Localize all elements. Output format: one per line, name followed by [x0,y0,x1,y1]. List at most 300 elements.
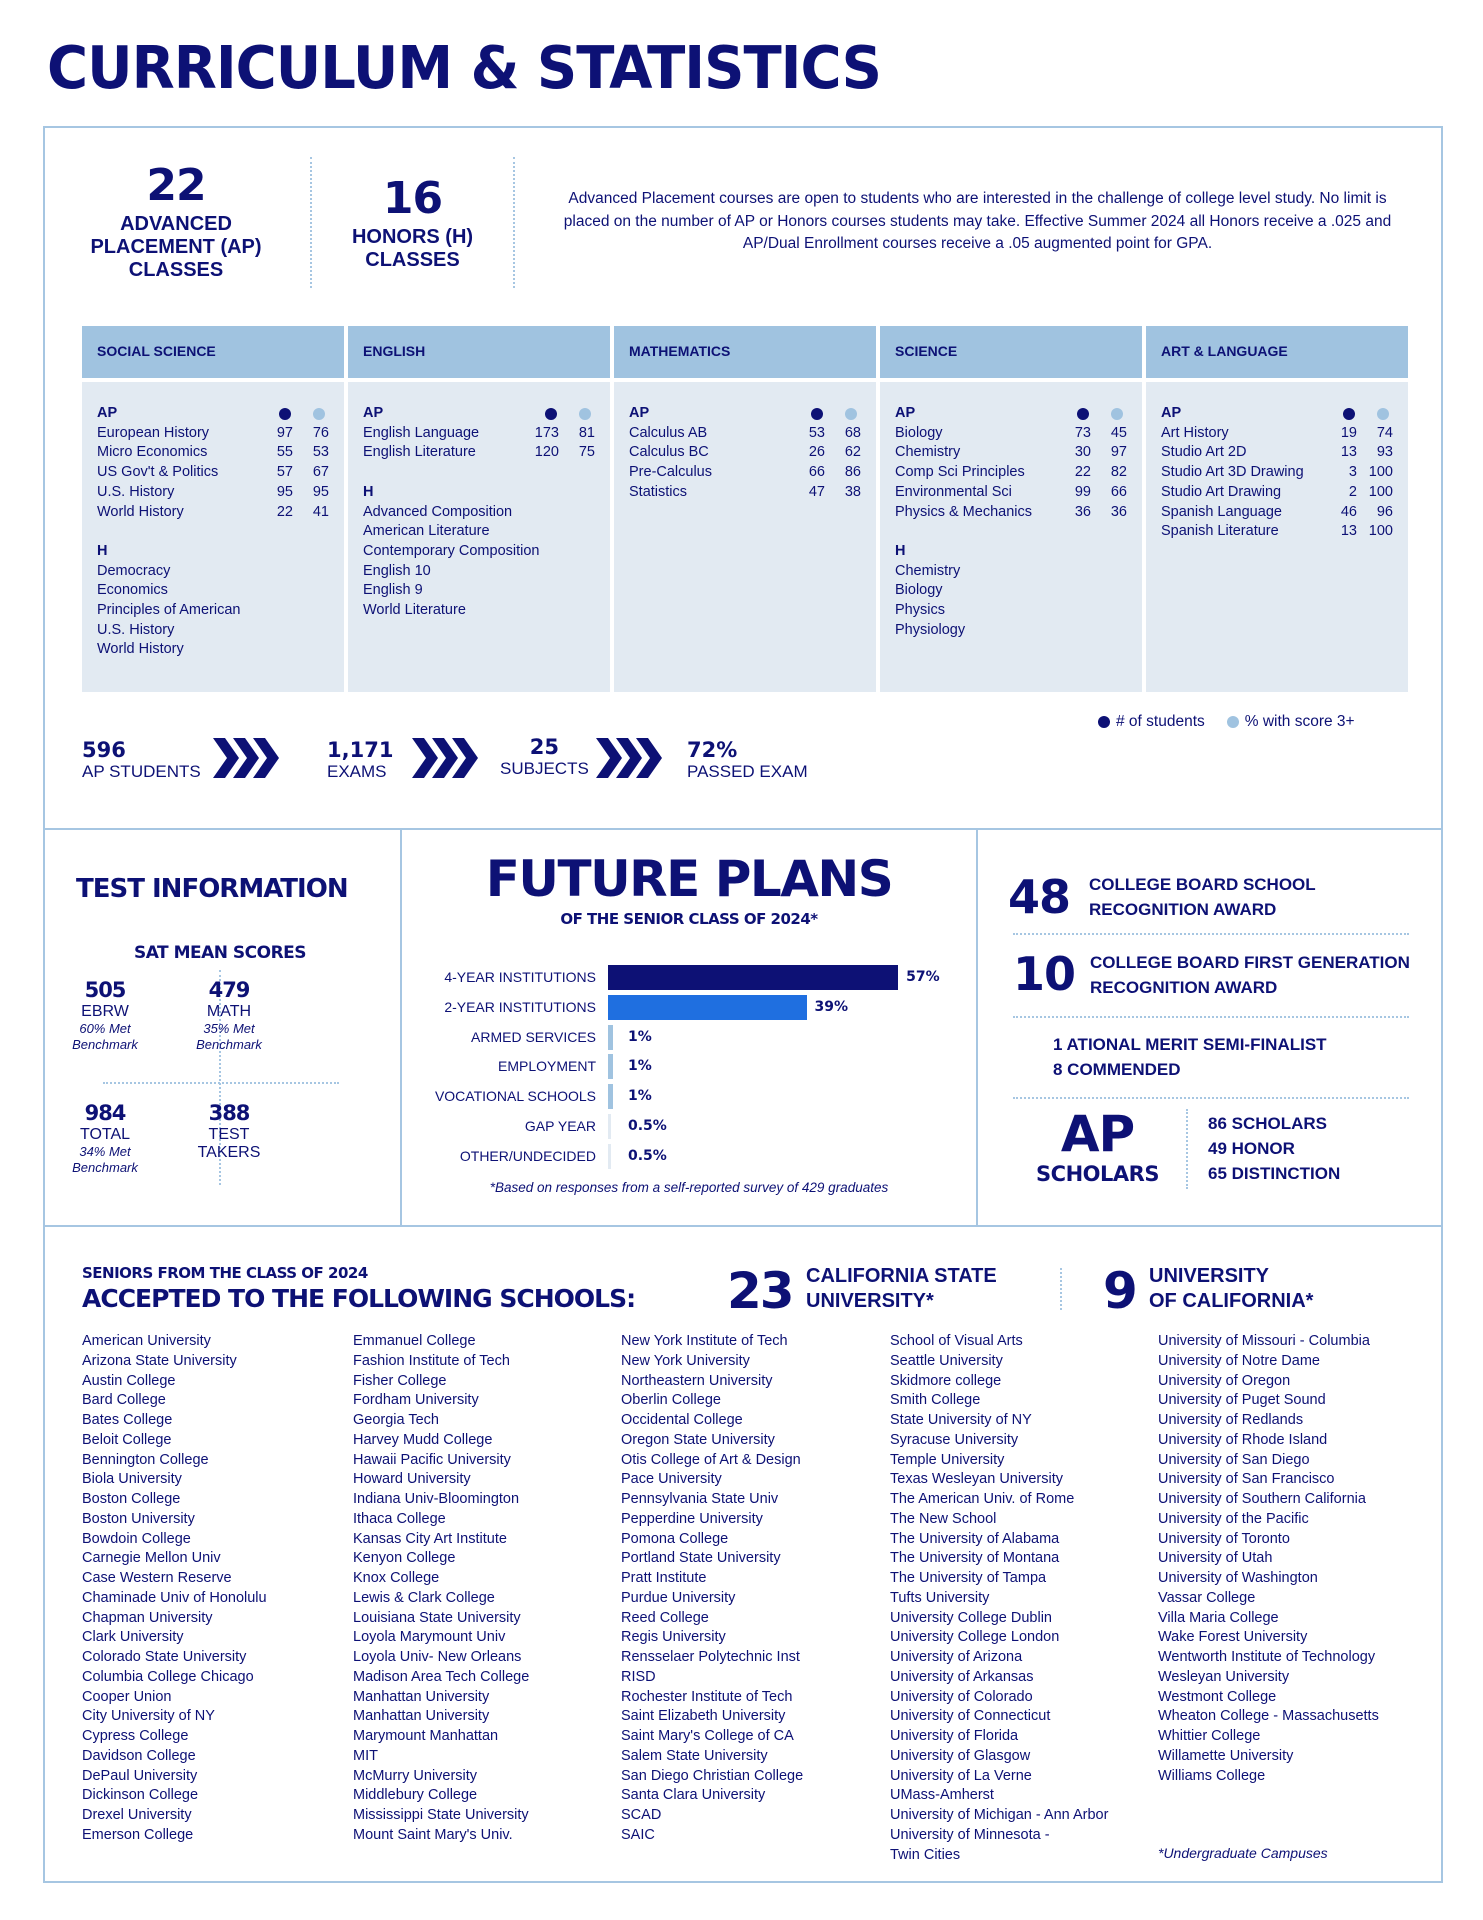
department-body [348,382,610,692]
course-numbers [1321,483,1393,503]
chevrons-icon [596,738,664,778]
student-count: 99 [1074,483,1091,500]
ap-section-header [629,404,861,424]
school-name: University of Florida [890,1728,1019,1744]
score-percent: 93 [1376,444,1393,461]
stat-subjects [500,735,589,779]
student-count: 97 [276,424,293,441]
sat-label: TEST [208,1126,250,1143]
divider [103,1082,339,1084]
school-name: Arizona State University [82,1352,237,1369]
accepted-kicker: SENIORS FROM THE CLASS OF 2024 [82,1264,368,1282]
course-row [629,483,861,503]
school-name: Fordham University [353,1392,479,1409]
school-name: Willamette University [1158,1747,1294,1764]
course-name: Statistics [629,483,688,500]
accepted-heading: ACCEPTED TO THE FOLLOWING SCHOOLS: [82,1284,636,1313]
stat-num: 596 [82,738,126,762]
course-row [895,463,1127,483]
school-name: Drexel University [82,1807,192,1823]
school-name: Madison Area Tech College [353,1668,530,1685]
ap-section-header [363,404,595,424]
honors-course: World History [97,641,184,658]
school-name: Saint Elizabeth University [621,1708,786,1725]
merit-block [1053,1032,1327,1082]
school-name: University of Colorado [890,1688,1033,1705]
sat-score: 505 [84,978,126,1002]
ap-section-header [1161,404,1393,424]
ap-label: AP [629,405,650,421]
uc-label [1149,1264,1313,1314]
school-name: University of the Pacific [1158,1510,1309,1527]
award1-num: 48 [1008,870,1071,924]
stat-ap-students [82,738,201,782]
course-row [363,443,595,463]
sat-subtitle: SAT MEAN SCORES [133,943,307,963]
school-name: Wentworth Institute of Technology [1158,1649,1376,1665]
course-numbers [789,443,861,463]
bar-value: 1% [628,1088,652,1105]
course-numbers [257,503,329,523]
bar-value: 0.5% [628,1118,667,1134]
course-numbers [1055,443,1127,463]
school-name: Twin Cities [890,1846,961,1863]
course-row [629,424,861,444]
bar-label: VOCATIONAL SCHOOLS [434,1088,596,1105]
course-numbers [257,463,329,483]
course-name: Spanish Language [1161,503,1282,520]
csu-line: CALIFORNIA STATE [806,1265,997,1287]
ap-label-line: CLASSES [128,259,224,281]
sat-note: Benchmark [196,1037,262,1052]
school-name: Pratt Institute [621,1570,707,1586]
ap-scholars-label: SCHOLARS [1036,1162,1159,1186]
light-dot-icon [313,408,325,420]
ap-label: AP [363,405,384,421]
school-name: Regis University [621,1629,726,1646]
department-column [614,326,876,692]
award1-label [1089,872,1316,922]
school-name: Salem State University [621,1747,768,1764]
school-name: Skidmore college [890,1372,1002,1389]
school-name: The University of Tampa [890,1570,1047,1586]
school-name: Wake Forest University [1158,1629,1308,1646]
honors-count-block [330,173,495,272]
bar [608,1114,611,1139]
school-column [1158,1332,1379,1786]
school-name: Wesleyan University [1158,1668,1290,1685]
department-column [348,326,610,692]
bar-value: 0.5% [628,1147,667,1164]
school-name: The New School [890,1510,997,1527]
course-row [1161,503,1393,523]
ap-count-block [76,160,276,282]
school-name: Syracuse University [890,1431,1019,1448]
school-name: Fashion Institute of Tech [353,1352,510,1369]
school-name: Chaminade Univ of Honolulu [82,1589,267,1606]
honors-course: American Literature [363,523,490,540]
department-header: SCIENCE [880,326,1142,378]
stat-num: 72% [687,738,738,762]
department-header: ENGLISH [348,326,610,378]
bar-label: 4-YEAR INSTITUTIONS [444,969,596,985]
dark-dot-icon [811,408,823,420]
sat-label: MATH [206,1003,252,1020]
legend-dots [1343,404,1389,424]
school-name: Carnegie Mellon Univ [82,1550,221,1567]
bar [608,1084,613,1109]
student-count: 19 [1340,424,1357,441]
school-name: The University of Alabama [890,1530,1060,1547]
course-row [97,424,329,444]
honors-label: H [895,542,906,559]
future-plans-title: FUTURE PLANS [485,850,893,908]
legend-dots [811,404,857,424]
school-name: University of Arizona [890,1649,1023,1665]
school-name: Pennsylvania State Univ [621,1491,779,1507]
sat-note: Benchmark [72,1037,138,1052]
school-name: Davidson College [82,1747,196,1764]
school-name: Bennington College [82,1451,209,1468]
course-name: US Gov't & Politics [97,464,219,481]
student-count: 22 [276,503,293,520]
school-name: Portland State University [621,1550,781,1567]
course-row [895,483,1127,503]
score-percent: 68 [844,424,861,441]
student-count: 73 [1074,424,1091,441]
department-header: SOCIAL SCIENCE [82,326,344,378]
student-count: 46 [1340,503,1357,520]
course-numbers [1321,503,1393,523]
course-numbers [1321,424,1393,444]
school-name: City University of NY [82,1708,215,1725]
honors-count: 16 [382,173,443,224]
course-name: European History [97,424,210,441]
legend-dots [545,404,591,424]
student-count: 22 [1074,464,1091,481]
future-plans-subtitle: OF THE SENIOR CLASS OF 2024* [560,910,818,928]
award2-line: COLLEGE BOARD FIRST GENERATION [1090,953,1410,972]
course-name: Art History [1161,424,1229,441]
sat-score: 388 [208,1101,250,1125]
student-count: 95 [276,483,293,500]
school-name: University of Rhode Island [1158,1431,1328,1448]
school-name: The University of Montana [890,1550,1060,1567]
department-body [880,382,1142,692]
score-percent: 82 [1110,464,1127,481]
dark-dot-icon [1098,716,1110,728]
course-row [97,483,329,503]
sat-label: EBRW [81,1003,129,1020]
honors-course: Principles of American [97,602,241,619]
bar-label: EMPLOYMENT [497,1058,596,1075]
school-name: Emmanuel College [353,1333,476,1349]
sat-label: TOTAL [79,1126,131,1143]
school-name: Santa Clara University [621,1787,766,1804]
distinction-count: 65 DISTINCTION [1208,1164,1341,1183]
chevrons-icon [213,738,281,778]
bar-value: 1% [628,1058,652,1075]
dark-dot-icon [279,408,291,420]
school-name: Beloit College [82,1431,172,1448]
light-dot-icon [845,408,857,420]
course-name: Pre-Calculus [629,464,712,481]
stat-passed [687,738,808,782]
test-info-title: TEST INFORMATION [76,874,348,904]
light-dot-icon [579,408,591,420]
course-name: Studio Art 3D Drawing [1161,464,1304,481]
school-name: Loyola Marymount Univ [353,1629,506,1646]
course-numbers [1321,443,1393,463]
school-name: University of Michigan - Ann Arbor [890,1807,1109,1823]
course-name: English Language [363,424,480,441]
course-row [97,463,329,483]
school-name: Howard University [353,1471,471,1488]
sat-cell [50,1100,160,1176]
ap-label: AP [895,405,916,421]
school-name: Cooper Union [82,1688,172,1705]
school-name: Emerson College [82,1826,194,1843]
sat-cell [50,977,160,1053]
honors-course: Chemistry [895,562,961,579]
score-percent: 81 [578,424,595,441]
course-numbers [257,443,329,463]
course-numbers [1055,463,1127,483]
school-name: The American Univ. of Rome [890,1491,1075,1507]
score-percent: 86 [844,464,861,481]
score-percent: 74 [1376,424,1393,441]
honors-course: Economics [97,582,168,599]
uc-line: UNIVERSITY [1149,1265,1270,1287]
school-name: Chapman University [82,1609,213,1626]
stat-label: SUBJECTS [500,759,589,778]
honors-label: H [97,542,108,559]
school-name: University College London [890,1629,1060,1646]
honors-course: Democracy [97,562,171,579]
course-row [895,443,1127,463]
school-name: Lewis & Clark College [353,1589,495,1606]
school-name: University of Arkansas [890,1668,1034,1685]
legend-dots [1077,404,1123,424]
school-name: DePaul University [82,1767,198,1784]
divider [1186,1109,1188,1189]
school-name: New York Institute of Tech [621,1333,788,1349]
school-name: Loyola Univ- New Orleans [353,1649,522,1665]
legend-dots [279,404,325,424]
course-numbers [1055,503,1127,523]
honors-course: Advanced Composition [363,503,513,520]
honors-course: World Literature [363,602,466,619]
school-name: University of Missouri - Columbia [1158,1333,1370,1349]
ap-label-line: ADVANCED [120,213,232,235]
school-name: Cypress College [82,1728,189,1744]
score-percent: 100 [1368,523,1393,540]
ap-label: AP [1161,405,1182,421]
stat-label: EXAMS [327,762,387,781]
school-name: Marymount Manhattan [353,1728,499,1744]
score-percent: 41 [312,503,329,520]
score-percent: 38 [844,483,861,500]
course-row [1161,443,1393,463]
student-count: 13 [1340,444,1357,461]
school-name: Oregon State University [621,1431,775,1448]
score-percent: 76 [312,424,329,441]
school-name: Austin College [82,1372,176,1389]
student-count: 30 [1074,444,1091,461]
school-name: SCAD [621,1807,662,1823]
school-name: Pace University [621,1471,722,1488]
student-count: 2 [1348,483,1357,500]
course-name: Studio Art 2D [1161,444,1247,461]
divider [1013,933,1409,935]
school-name: American University [82,1333,211,1349]
school-name: Colorado State University [82,1649,247,1665]
light-dot-icon [1111,408,1123,420]
school-name: Kenyon College [353,1550,456,1567]
school-name: SAIC [621,1826,655,1843]
bar-label: 2-YEAR INSTITUTIONS [444,998,596,1015]
course-name: Physics & Mechanics [895,503,1032,520]
student-count: 66 [808,464,825,481]
legend-students: # of students [1116,713,1205,730]
school-name: School of Visual Arts [890,1333,1023,1349]
school-name: Rochester Institute of Tech [621,1688,793,1705]
stat-label: PASSED EXAM [687,762,808,781]
school-name: Knox College [353,1570,440,1586]
ap-label-line: PLACEMENT (AP) [90,236,262,258]
honors-label-line: HONORS (H) [351,226,474,248]
school-name: MIT [353,1747,378,1764]
bar [608,1054,613,1079]
score-percent: 45 [1110,424,1127,441]
school-name: Clark University [82,1629,184,1646]
ap-scholar-counts [1208,1111,1340,1186]
student-count: 3 [1348,464,1357,481]
course-name: U.S. History [97,483,175,500]
honors-label: H [363,483,374,500]
course-numbers [1321,463,1393,483]
divider [513,157,515,288]
school-name: Mississippi State University [353,1807,529,1823]
course-row [363,424,595,444]
department-header: MATHEMATICS [614,326,876,378]
score-percent: 100 [1368,464,1393,481]
school-name: Harvey Mudd College [353,1431,493,1448]
school-name: Pepperdine University [621,1510,763,1527]
uc-line: OF CALIFORNIA* [1149,1290,1314,1312]
school-name: Villa Maria College [1158,1609,1279,1626]
bar [608,1025,613,1050]
sat-note: TAKERS [197,1144,261,1161]
bar [608,965,898,990]
course-name: English Literature [363,444,476,461]
school-name: Ithaca College [353,1510,446,1527]
stat-num: 1,171 [327,738,394,762]
csu-count: 23 [727,1262,793,1320]
school-name: University of San Diego [1158,1451,1310,1468]
school-name: Fisher College [353,1372,447,1389]
school-name: University College Dublin [890,1609,1052,1626]
course-row [1161,483,1393,503]
school-name: Bates College [82,1412,173,1428]
school-name: Kansas City Art Institute [353,1530,507,1547]
school-name: University of Washington [1158,1570,1318,1586]
honor-count: 49 HONOR [1208,1139,1295,1158]
school-name: Purdue University [621,1589,736,1606]
school-name: University of San Francisco [1158,1471,1335,1488]
school-name: Williams College [1158,1767,1266,1784]
course-numbers [789,463,861,483]
school-name: University of Connecticut [890,1708,1051,1725]
course-name: Environmental Sci [895,483,1012,500]
honors-label-line: CLASSES [365,249,460,271]
course-name: Studio Art Drawing [1161,483,1282,500]
sat-note: 60% Met [79,1021,131,1036]
legend-score: % with score 3+ [1244,713,1355,730]
student-count: 36 [1074,503,1091,520]
ap-scholars-ap: AP [1060,1105,1135,1163]
legend [1098,713,1355,731]
ap-section-header [895,404,1127,424]
page-title: CURRICULUM & STATISTICS [47,34,881,103]
school-name: University of Oregon [1158,1372,1291,1389]
school-name: University of Utah [1158,1550,1273,1567]
intro-paragraph: Advanced Placement courses are open to students who are interested in the challenge of college level study. No limit is placed on the number of AP or Honors courses students may take. Effective Summer 2024 all Honors receive a .025 and AP/Dual Enrollment courses receive a .05 augmented point for GPA. [563,190,1392,252]
school-name: Boston University [82,1510,195,1527]
school-name: Boston College [82,1491,181,1507]
score-percent: 95 [312,483,329,500]
school-name: State University of NY [890,1412,1032,1428]
school-name: Reed College [621,1609,709,1626]
light-dot-icon [1377,408,1389,420]
school-name: University of Notre Dame [1158,1352,1320,1369]
school-name: Biola University [82,1471,182,1488]
school-name: University of Glasgow [890,1747,1031,1764]
award1-line: RECOGNITION AWARD [1089,900,1277,919]
csu-line: UNIVERSITY* [806,1290,934,1312]
department-body [82,382,344,692]
course-numbers [1321,522,1393,542]
bar-value: 57% [906,969,940,985]
department-column [1146,326,1408,692]
sat-cell [174,977,284,1053]
course-numbers [789,483,861,503]
spacer [363,463,595,483]
school-name: Hawaii Pacific University [353,1451,511,1468]
score-percent: 97 [1110,444,1127,461]
school-name: University of Redlands [1158,1412,1304,1428]
school-name: Case Western Reserve [82,1570,232,1586]
score-percent: 100 [1368,483,1393,500]
bar [608,1144,611,1169]
score-percent: 75 [578,444,595,461]
csu-label [806,1264,997,1314]
dark-dot-icon [1077,408,1089,420]
bar-label: GAP YEAR [524,1118,596,1134]
bar [608,995,807,1020]
scholars-count: 86 SCHOLARS [1208,1114,1328,1133]
school-name: Manhattan University [353,1708,490,1725]
honors-course: English 9 [363,582,423,599]
school-name: McMurry University [353,1767,478,1784]
bar-label: OTHER/UNDECIDED [459,1147,596,1164]
student-count: 55 [276,444,293,461]
student-count: 26 [808,444,825,461]
school-name: University of Southern California [1158,1491,1366,1507]
school-name: Columbia College Chicago [82,1668,254,1685]
course-row [629,463,861,483]
school-name: San Diego Christian College [621,1767,804,1784]
